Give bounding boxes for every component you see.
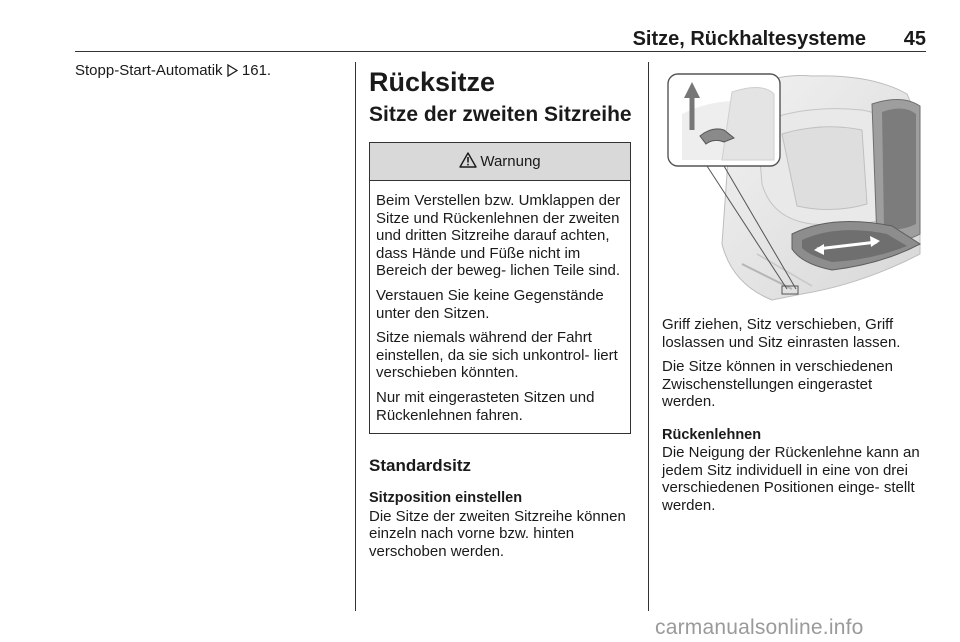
warning-body xyxy=(370,181,630,433)
page-number: 45 xyxy=(903,28,926,50)
warning-header xyxy=(370,143,630,181)
left-column xyxy=(75,62,345,82)
watermark: carmanualsonline.info xyxy=(655,616,864,639)
reference-arrow-icon xyxy=(227,64,238,82)
warning-paragraph: Nur mit eingerasteten Sitzen und Rückenlehnen fahren. xyxy=(376,388,595,424)
backrest-heading: Rückenlehnen xyxy=(662,426,762,443)
warning-paragraph: Sitze niemals während der Fahrt einstellen, da sie sich unkontrol‐ liert verschieben könnten. xyxy=(376,329,618,382)
cross-reference[interactable] xyxy=(75,62,345,82)
middle-column xyxy=(369,62,633,560)
warning-triangle-icon xyxy=(459,152,480,172)
rear-seat-adjustment-illustration xyxy=(662,64,926,302)
column-divider xyxy=(648,62,649,611)
subsection-heading: Sitze der zweiten Sitzreihe xyxy=(369,103,632,126)
warning-paragraph: Verstauen Sie keine Gegenstände unter den Sitzen. xyxy=(376,286,604,322)
warning-paragraph: Beim Verstellen bzw. Umklappen der Sitze und Rückenlehnen der zweiten und dritten Sitzreihe darauf achten, dass Hände und Füße nicht im Bereich der beweg‐ lichen Teile sind. xyxy=(376,192,621,280)
warning-title: Warnung xyxy=(480,153,541,170)
caption-paragraph: Griff ziehen, Sitz verschieben, Griff loslassen und Sitz einrasten lassen. xyxy=(662,316,901,351)
figure-caption xyxy=(662,316,926,411)
column-divider xyxy=(355,62,356,611)
right-column xyxy=(662,62,926,514)
caption-paragraph: Die Sitze können in verschiedenen Zwischenstellungen eingerastet werden. xyxy=(662,358,893,411)
reference-page: 161. xyxy=(241,62,272,79)
header-title: Sitze, Rückhaltesysteme xyxy=(632,28,866,50)
seat-position-text: Die Sitze der zweiten Sitzreihe können einzeln nach vorne bzw. hinten verschoben werden. xyxy=(369,507,626,560)
backrest-text: Die Neigung der Rückenlehne kann an jedem Sitz individuell in eine von drei verschiedenen Positionen einge‐ stellt werden. xyxy=(662,444,920,514)
standard-seat-heading: Standardsitz xyxy=(369,456,472,476)
warning-box xyxy=(369,142,631,434)
section-heading: Rücksitze xyxy=(369,67,496,97)
page-header xyxy=(75,26,926,52)
seat-position-heading: Sitzposition einstellen xyxy=(369,490,523,507)
reference-text: Stopp-Start-Automatik xyxy=(75,62,223,79)
